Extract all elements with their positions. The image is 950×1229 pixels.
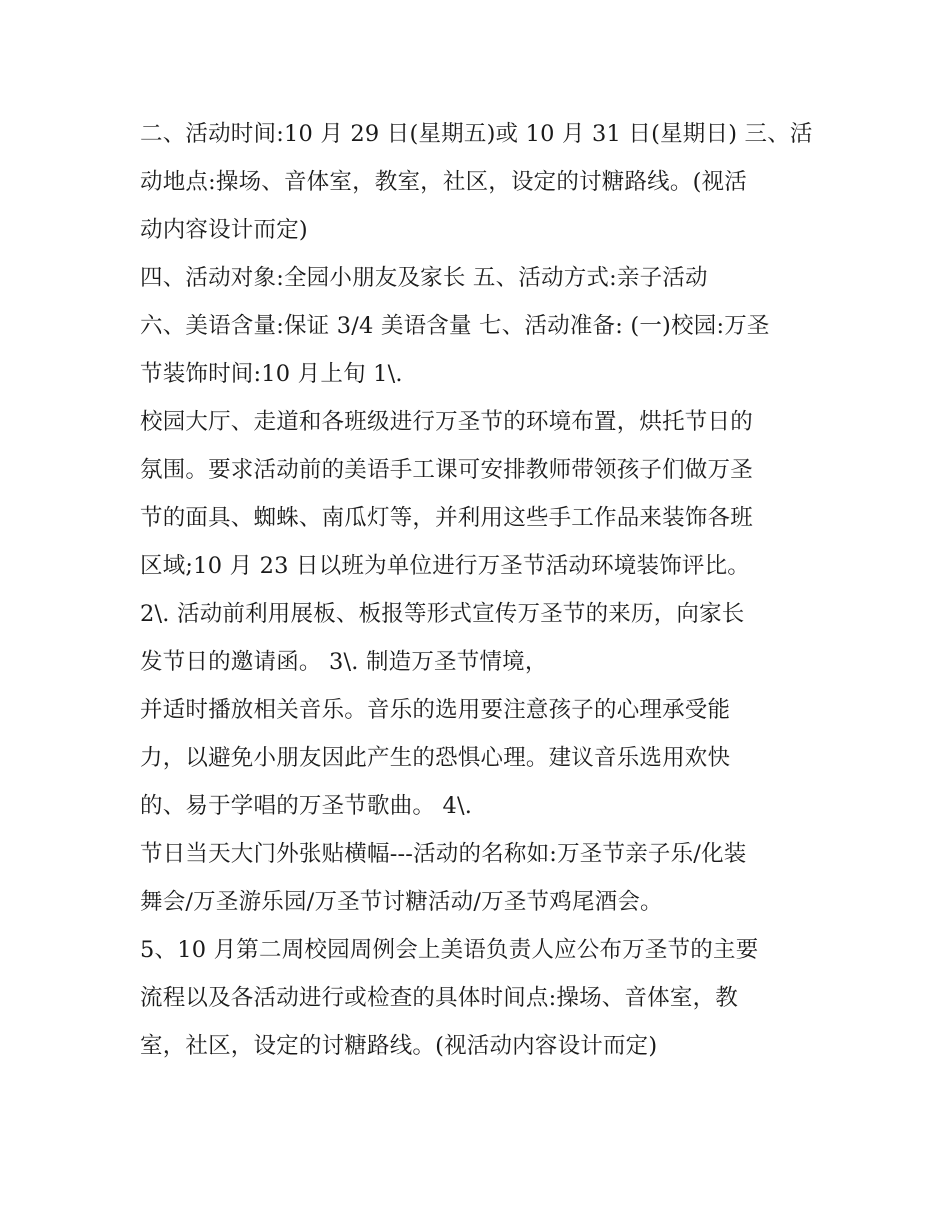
text-line: 力，以避免小朋友因此产生的恐惧心理。建议音乐选用欢快 [140, 745, 731, 771]
text-line: 节日当天大门外张贴横幅---活动的名称如:万圣节亲子乐/化装 [140, 841, 747, 867]
text-line: 校园大厅、走道和各班级进行万圣节的环境布置，烘托节日的 [140, 409, 753, 435]
text-line: 的、易于学唱的万圣节歌曲。 4\. [140, 793, 473, 819]
text-line: 5、10 月第二周校园周例会上美语负责人应公布万圣节的主要 [140, 937, 759, 963]
text-line: 舞会/万圣游乐园/万圣节讨糖活动/万圣节鸡尾酒会。 [140, 889, 663, 915]
text-line: 氛围。要求活动前的美语手工课可安排教师带领孩子们做万圣 [140, 457, 753, 483]
text-line: 二、活动时间:10 月 29 日(星期五)或 10 月 31 日(星期日) 三、活 [140, 121, 813, 147]
text-line: 流程以及各活动进行或检查的具体时间点:操场、音体室，教 [140, 985, 738, 1011]
document-body [140, 110, 820, 1070]
text-line: 六、美语含量:保证 3/4 美语含量 七、活动准备: (一)校园:万圣 [140, 313, 770, 339]
text-line: 动地点:操场、音体室，教室，社区，设定的讨糖路线。(视活 [140, 169, 747, 195]
text-line: 四、活动对象:全园小朋友及家长 五、活动方式:亲子活动 [140, 265, 708, 291]
text-line: 动内容设计而定) [140, 217, 308, 243]
text-line: 节的面具、蜘蛛、南瓜灯等，并利用这些手工作品来装饰各班 [140, 505, 753, 531]
text-line: 并适时播放相关音乐。音乐的选用要注意孩子的心理承受能 [140, 697, 731, 723]
text-line: 节装饰时间:10 月上旬 1\. [140, 361, 403, 387]
text-line: 发节日的邀请函。 3\. 制造万圣节情境， [140, 649, 548, 675]
text-line: 2\. 活动前利用展板、板报等形式宣传万圣节的来历，向家长 [140, 601, 745, 627]
text-line: 室，社区，设定的讨糖路线。(视活动内容设计而定) [140, 1033, 658, 1059]
text-line: 区域;10 月 23 日以班为单位进行万圣节活动环境装饰评比。 [140, 553, 750, 579]
